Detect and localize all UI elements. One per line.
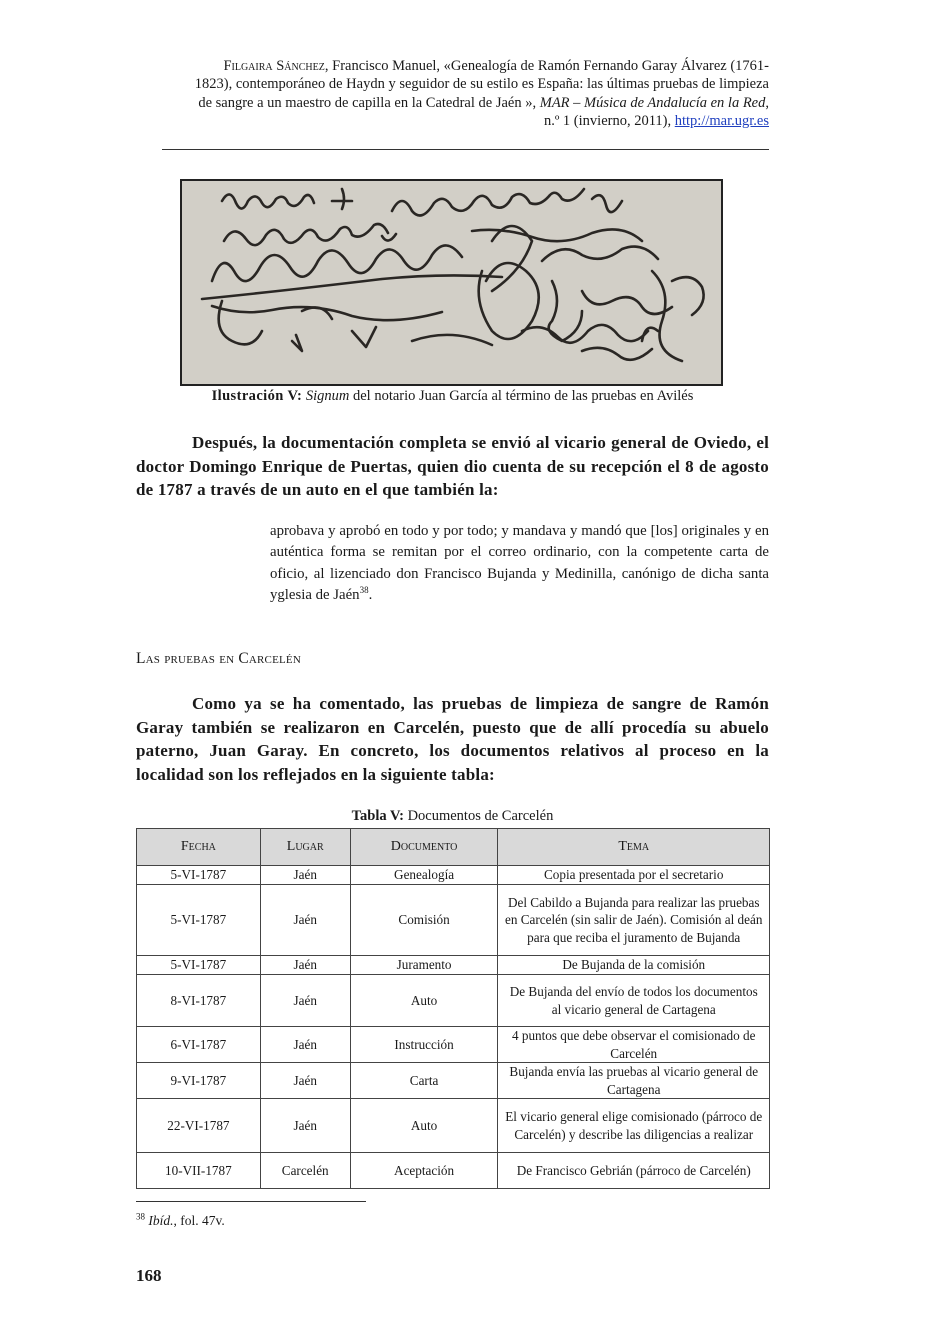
cell-tema: Bujanda envía las pruebas al vicario general de Cartagena	[498, 1063, 770, 1099]
table-row	[137, 1153, 770, 1189]
cell-tema: De Francisco Gebrián (párroco de Carcelén)	[498, 1153, 770, 1189]
cell-lugar: Jaén	[260, 1027, 350, 1063]
table-row	[137, 885, 770, 956]
table-row	[137, 1027, 770, 1063]
header-line3: de sangre a un maestro de capilla en la Catedral de Jaén »,	[198, 94, 540, 111]
footnote-ref-38[interactable]: 38	[359, 584, 369, 595]
caption-label: Ilustración V:	[211, 388, 303, 404]
header-journal: MAR – Música de Andalucía en la Red	[539, 94, 766, 111]
table-title-text: Documentos de Carcelén	[403, 808, 554, 824]
documents-table	[136, 828, 770, 1189]
table-header-row	[137, 829, 770, 866]
quote-end: .	[368, 586, 373, 603]
table-row	[137, 866, 770, 885]
cell-fecha: 5-VI-1787	[137, 866, 261, 885]
paragraph-2-text: Como ya se ha comentado, las pruebas de limpieza de sangre de Ramón Garay también se realizaron en Carcelén, puesto que de allí procedía su abuelo paterno, Juan Garay. En concreto, los documentos relativos al proceso en la localidad son los reflejados en la siguiente tabla:	[136, 694, 769, 784]
cell-fecha: 22-VI-1787	[137, 1099, 261, 1153]
cell-fecha: 10-VII-1787	[137, 1153, 261, 1189]
header-fecha: Fecha	[137, 829, 261, 866]
cell-fecha: 6-VI-1787	[137, 1027, 261, 1063]
cell-lugar: Jaén	[260, 975, 350, 1027]
quote-text: aprobava y aprobó en todo y por todo; y mandava y mandó que [los] originales y en auténtica forma se remitan por el correo ordinario, con la competente carta de oficio, al lizenciado don Francisco Bujanda y Medinilla, canónigo de dicha santa yglesia de Jaén	[270, 523, 769, 603]
cell-tema: Del Cabildo a Bujanda para realizar las pruebas en Carcelén (sin salir de Jaén). Comisión al deán para que reciba el juramento de Bujanda	[498, 885, 770, 956]
cell-documento: Auto	[350, 1099, 498, 1153]
header-line1: , Francisco Manuel, «Genealogía de Ramón Fernando Garay Álvarez (1761-	[324, 58, 769, 74]
table-row	[137, 1099, 770, 1153]
section-title: Las pruebas en Carcelén	[136, 650, 301, 667]
cell-lugar: Jaén	[260, 885, 350, 956]
header-comma: ,	[765, 94, 769, 111]
cell-fecha: 8-VI-1787	[137, 975, 261, 1027]
cell-lugar: Jaén	[260, 1063, 350, 1099]
header-line2: 1823), contemporáneo de Haydn y seguidor de su estilo es España: las últimas pruebas de limpieza	[194, 76, 769, 93]
page-number: 168	[136, 1266, 162, 1285]
table-title-label: Tabla V:	[351, 808, 404, 824]
header-url-link[interactable]: http://mar.ugr.es	[674, 112, 769, 129]
table-row	[137, 1063, 770, 1099]
cell-documento: Instrucción	[350, 1027, 498, 1063]
header-author: Filgaira Sánchez	[223, 58, 325, 74]
cell-tema: De Bujanda del envío de todos los documentos al vicario general de Cartagena	[498, 975, 770, 1027]
header-rule	[162, 149, 769, 150]
cell-documento: Aceptación	[350, 1153, 498, 1189]
cell-fecha: 9-VI-1787	[137, 1063, 261, 1099]
cell-lugar: Jaén	[260, 866, 350, 885]
table-row	[137, 975, 770, 1027]
paragraph-2	[136, 692, 769, 786]
cell-documento: Carta	[350, 1063, 498, 1099]
header-lugar: Lugar	[260, 829, 350, 866]
header-documento: Documento	[350, 829, 498, 866]
cell-documento: Auto	[350, 975, 498, 1027]
paragraph-1-text: Después, la documentación completa se envió al vicario general de Oviedo, el doctor Domingo Enrique de Puertas, quien dio cuenta de su recepción el 8 de agosto de 1787 a través de un auto en el que también la:	[136, 433, 769, 499]
block-quote	[270, 521, 769, 606]
footnote-number: 38	[136, 1211, 145, 1222]
cell-documento: Juramento	[350, 956, 498, 975]
caption-text: del notario Juan García al término de las pruebas en Avilés	[349, 388, 694, 404]
table-title	[136, 808, 769, 825]
cell-lugar: Jaén	[260, 1099, 350, 1153]
footnote-text: , fol. 47v.	[173, 1213, 225, 1228]
cell-documento: Comisión	[350, 885, 498, 956]
footnote-38	[136, 1213, 225, 1229]
cell-lugar: Jaén	[260, 956, 350, 975]
paragraph-1	[136, 431, 769, 502]
cell-tema: El vicario general elige comisionado (párroco de Carcelén) y describe las diligencias a realizar	[498, 1099, 770, 1153]
cell-fecha: 5-VI-1787	[137, 956, 261, 975]
caption-italic: Signum	[305, 388, 350, 404]
header-tema: Tema	[498, 829, 770, 866]
footnote-italic: Ibíd.	[148, 1213, 174, 1228]
cell-tema: 4 puntos que debe observar el comisionado de Carcelén	[498, 1027, 770, 1063]
cell-lugar: Carcelén	[260, 1153, 350, 1189]
cell-documento: Genealogía	[350, 866, 498, 885]
running-header	[136, 57, 769, 130]
header-line4: n.º 1 (invierno, 2011),	[543, 112, 675, 129]
manuscript-handwriting-drawing	[182, 181, 721, 384]
cell-tema: De Bujanda de la comisión	[498, 956, 770, 975]
figure-caption	[136, 388, 769, 405]
footnote-rule	[136, 1201, 366, 1202]
cell-fecha: 5-VI-1787	[137, 885, 261, 956]
cell-tema: Copia presentada por el secretario	[498, 866, 770, 885]
table-row	[137, 956, 770, 975]
signum-manuscript-image	[180, 179, 723, 386]
